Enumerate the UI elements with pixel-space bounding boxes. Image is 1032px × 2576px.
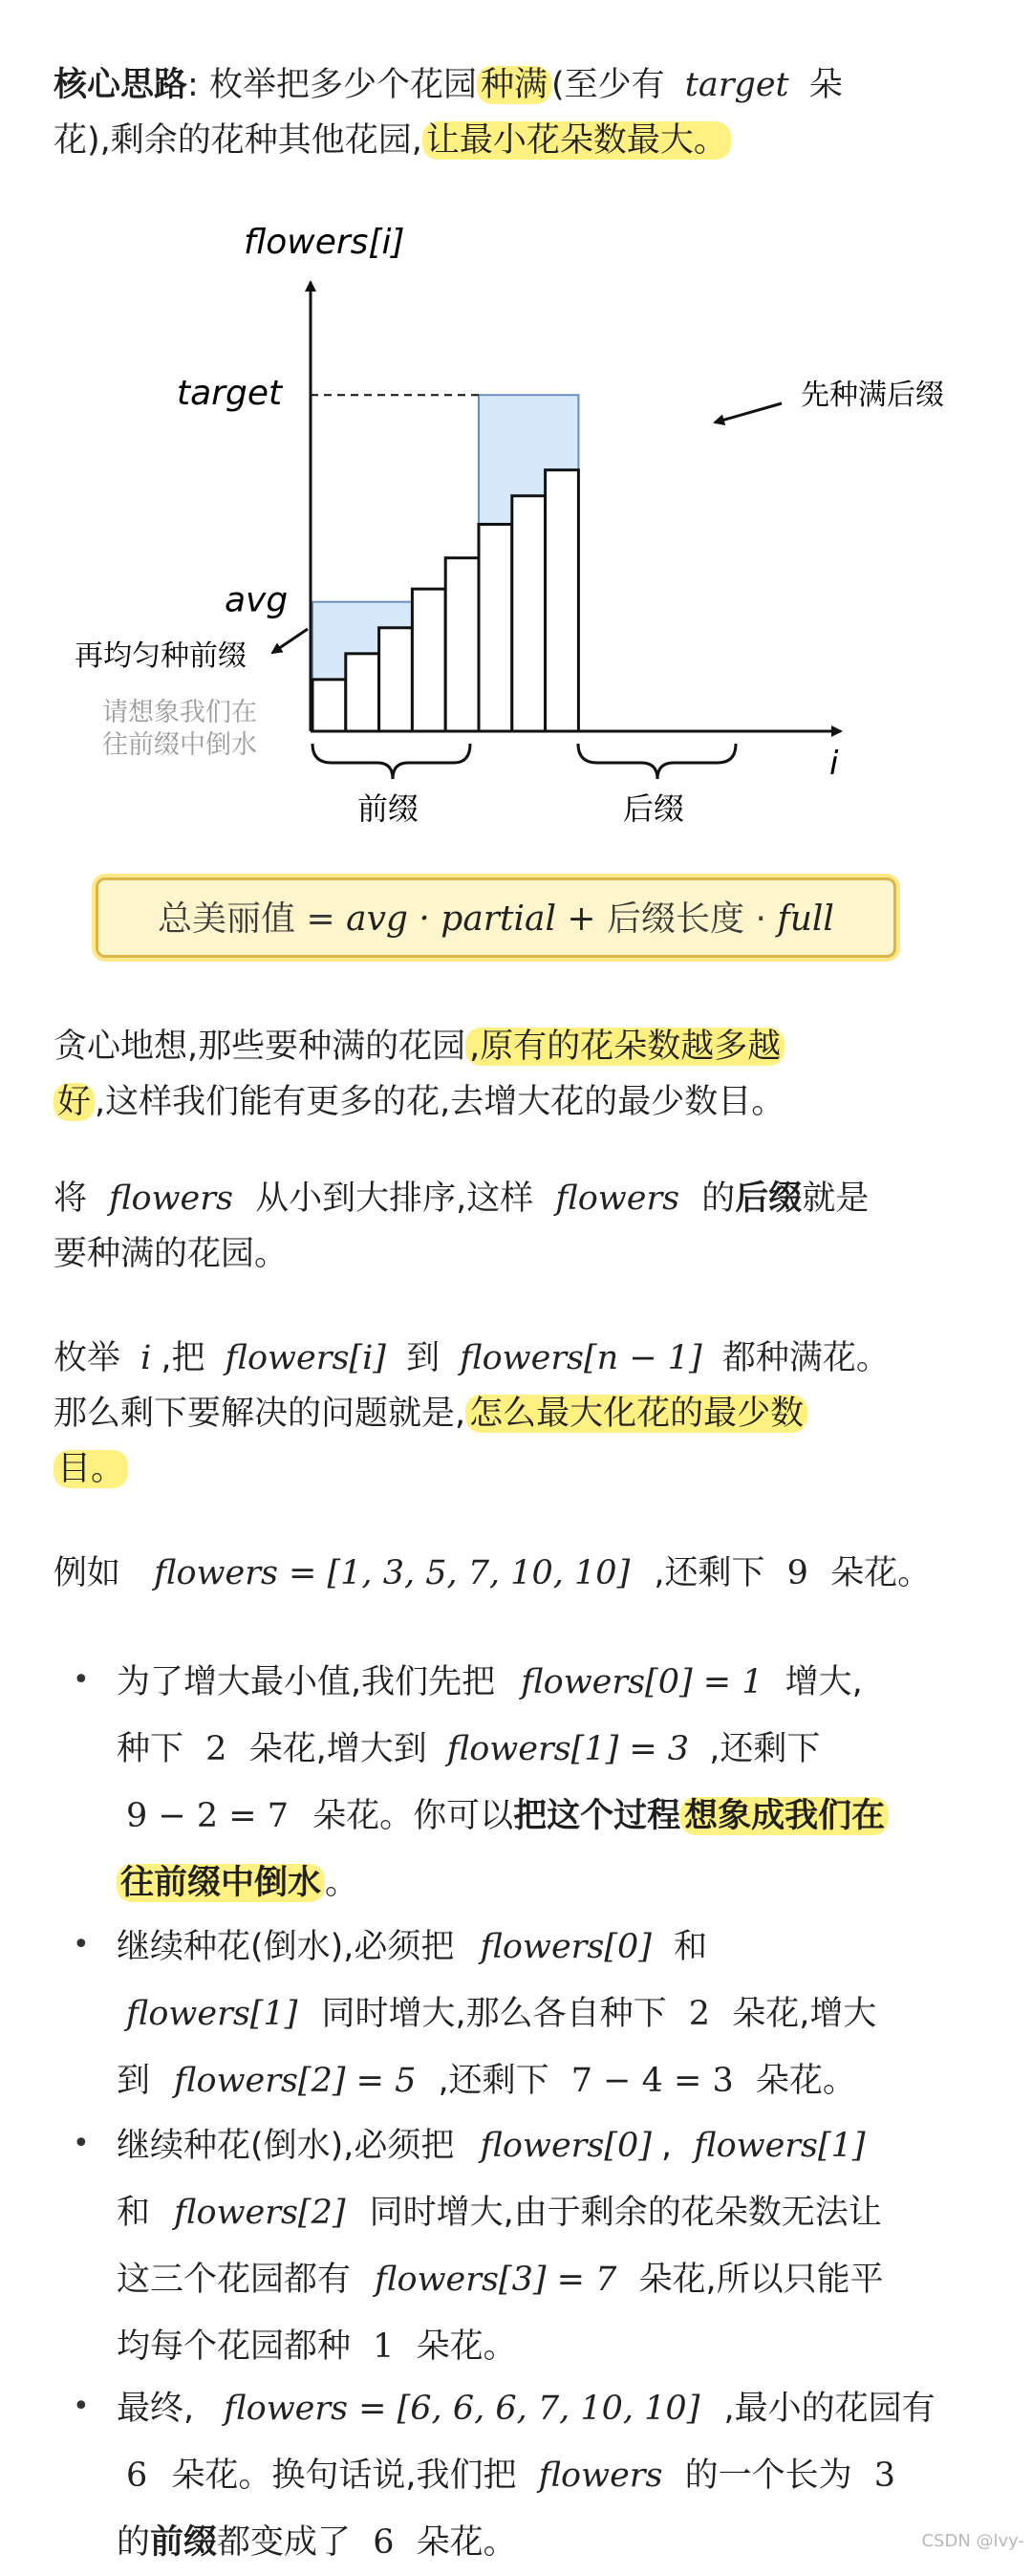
bullet-text: 朵花。 — [416, 2327, 517, 2366]
bullet-item-4 — [117, 2375, 996, 2576]
bullet-text: 同时增大,由于剩余的花朵数无法让 — [369, 2194, 882, 2232]
garden-bar — [312, 680, 346, 731]
bullet-text: 到 — [117, 2062, 151, 2100]
p3-highlight: 怎么最大化花的最少数 — [465, 1395, 807, 1433]
suffix-note: 先种满后缀 — [801, 379, 944, 412]
bullet-math: 2 — [205, 1730, 227, 1768]
enumerate-paragraph — [54, 1331, 990, 1497]
bullet-text: 朵花。 — [416, 2523, 517, 2562]
p3-text: 都种满花。 — [721, 1339, 890, 1377]
bullet-dot: • — [73, 2390, 90, 2423]
bullet-text: 朵花,增大 — [732, 1995, 877, 2033]
p2-bold: 后缀 — [735, 1180, 803, 1218]
intro-math: target — [684, 66, 789, 104]
p4-text: 朵花。 — [830, 1554, 932, 1592]
p1-text: 贪心地想,那些要种满的花园 — [54, 1028, 466, 1066]
suffix-note-arrow — [715, 403, 782, 422]
bullet-math: 3 — [873, 2457, 896, 2495]
p4-math: flowers = [1, 3, 5, 7, 10, 10] — [154, 1554, 631, 1592]
bullet-math: flowers[2] = 5 — [174, 2062, 417, 2100]
bullet-dot: • — [73, 1928, 90, 1961]
prefix-suffix-diagram — [0, 210, 1032, 841]
bullet-text: 朵花,所以只能平 — [638, 2261, 884, 2299]
intro-text: 花),剩余的花种其他花园, — [54, 121, 422, 160]
p3-highlight: 目。 — [54, 1450, 128, 1488]
bullet-bold: 把这个过程 — [513, 1797, 681, 1835]
garden-bar — [445, 558, 479, 731]
intro-text: 朵 — [808, 66, 843, 104]
intro-highlight: 让最小花朵数最大。 — [422, 121, 731, 160]
bullet-item-1 — [117, 1649, 996, 1916]
intro-highlight: 种满 — [477, 66, 551, 104]
beauty-formula — [98, 892, 893, 941]
p2-math: flowers — [555, 1180, 680, 1218]
bullet-math: 6 — [373, 2523, 395, 2562]
formula-text: 后缀长度 · — [607, 899, 766, 939]
suffix-label: 后缀 — [623, 790, 685, 827]
bullet-math: 6 — [126, 2457, 148, 2495]
intro-text: 枚举把多少个花园 — [208, 66, 477, 104]
p3-math: flowers[i] — [225, 1339, 386, 1377]
watermark: CSDN @lvy- — [921, 2531, 1024, 2551]
p4-text: ,还剩下 — [654, 1554, 765, 1592]
bullet-text: , — [660, 2127, 673, 2165]
garden-bar — [379, 628, 413, 731]
prefix-note-arrow-line — [272, 629, 308, 653]
prefix-note: 再均匀种前缀 — [75, 639, 247, 673]
bullet-math: flowers — [538, 2457, 663, 2495]
intro-label: 核心思路 — [54, 66, 188, 104]
p2-text: 要种满的花园。 — [54, 1235, 289, 1273]
bullet-text: 。 — [325, 1864, 359, 1902]
formula-math: avg · partial — [346, 899, 556, 939]
bullet-text: 增大, — [785, 1663, 863, 1701]
bullet-text: 继续种花(倒水),必须把 — [117, 1928, 455, 1966]
prefix-label: 前缀 — [357, 790, 419, 827]
bullet-math: flowers[1] = 3 — [446, 1730, 690, 1768]
greedy-paragraph — [54, 1019, 990, 1130]
p1-highlight: ,原有的花朵数越多越 — [465, 1028, 785, 1066]
p2-math: flowers — [109, 1180, 233, 1218]
bullet-text: 为了增大最小值,我们先把 — [117, 1663, 496, 1701]
bullet-dot: • — [73, 1663, 90, 1697]
bullet-text: 朵花。 — [755, 2062, 856, 2100]
bullet-text: 朵花。你可以 — [312, 1797, 514, 1835]
bullet-math: flowers[0] — [480, 1928, 652, 1966]
bullet-text: 最终, — [117, 2390, 195, 2428]
bullet-bold: 前缀 — [150, 2523, 218, 2562]
p2-text: 从小到大排序,这样 — [255, 1180, 534, 1218]
bullet-math: flowers[2] — [174, 2194, 346, 2232]
bullet-bold-highlight: 往前缀中倒水 — [117, 1864, 325, 1902]
p1-text: ,这样我们能有更多的花,去增大花的最少数目。 — [95, 1083, 785, 1121]
bullet-math: 7 − 4 = 3 — [570, 2062, 734, 2100]
avg-label: avg — [225, 580, 289, 620]
bullet-text: ,最小的花园有 — [723, 2390, 935, 2428]
p3-text: ,把 — [161, 1339, 205, 1377]
p3-text: 那么剩下要解决的问题就是, — [54, 1395, 466, 1433]
bullet-math: 9 − 2 = 7 — [126, 1797, 289, 1835]
bullet-bold-highlight: 想象成我们在 — [680, 1797, 889, 1835]
p4-math: 9 — [786, 1554, 808, 1592]
bullet-math: flowers = [6, 6, 6, 7, 10, 10] — [224, 2390, 700, 2428]
p1-highlight: 好 — [54, 1083, 95, 1121]
x-axis-label: i — [829, 745, 839, 783]
p2-text: 将 — [54, 1180, 88, 1218]
p3-math: flowers[n − 1] — [460, 1339, 702, 1377]
pour-note-line2: 往前缀中倒水 — [102, 730, 257, 760]
target-label: target — [177, 374, 283, 414]
garden-bar — [512, 496, 546, 731]
bullet-math: 1 — [373, 2327, 395, 2366]
p3-math: i — [140, 1339, 152, 1377]
bullet-math: flowers[0] = 1 — [521, 1663, 763, 1701]
bullet-dot: • — [73, 2127, 90, 2160]
bullet-text: 都变成了 — [217, 2523, 352, 2562]
bullet-math: flowers[1] — [694, 2127, 866, 2165]
garden-bar — [412, 589, 445, 731]
bullet-text: 这三个花园都有 — [117, 2261, 352, 2299]
formula-plus: + — [567, 899, 596, 939]
bullet-text: 种下 — [117, 1730, 184, 1768]
suffix-brace — [578, 744, 736, 779]
garden-bar — [479, 525, 512, 731]
bullet-text: 和 — [117, 2194, 151, 2232]
bullet-text: 均每个花园都种 — [117, 2327, 352, 2366]
bullet-text: 朵花。换句话说,我们把 — [171, 2457, 517, 2495]
garden-bar — [346, 654, 379, 731]
intro-text: (至少有 — [550, 66, 665, 104]
bullet-math: 2 — [688, 1995, 711, 2033]
bullet-text: ,还剩下 — [709, 1730, 821, 1768]
bullet-item-2 — [117, 1914, 996, 2114]
bullet-text: 同时增大,那么各自种下 — [321, 1995, 667, 2033]
garden-bar — [546, 470, 579, 731]
bullet-text: 的一个长为 — [684, 2457, 852, 2495]
formula-math: full — [777, 899, 834, 939]
p3-text: 到 — [406, 1339, 441, 1377]
bullet-text: 继续种花(倒水),必须把 — [117, 2127, 455, 2165]
bullet-math: flowers[1] — [126, 1995, 298, 2033]
intro-paragraph — [54, 57, 990, 168]
p2-text: 的 — [701, 1180, 736, 1218]
p4-text: 例如 — [54, 1554, 121, 1592]
bullet-text: 的 — [117, 2523, 151, 2562]
bullet-text: ,还剩下 — [438, 2062, 549, 2100]
intro-colon: : — [187, 66, 199, 104]
bullet-text: 和 — [674, 1928, 708, 1966]
sort-paragraph — [54, 1171, 990, 1282]
p2-text: 就是 — [802, 1180, 870, 1218]
p3-text: 枚举 — [54, 1339, 121, 1377]
bullet-math: flowers[0] — [480, 2127, 652, 2165]
y-axis-label: flowers[i] — [244, 223, 405, 262]
example-paragraph — [54, 1546, 990, 1601]
bullet-text: 朵花,增大到 — [248, 1730, 427, 1768]
prefix-brace — [312, 744, 470, 779]
formula-text: 总美丽值 = — [158, 899, 335, 939]
bullet-math: flowers[3] = 7 — [375, 2261, 617, 2299]
bullet-item-3 — [117, 2112, 996, 2380]
pour-note-line1: 请想象我们在 — [102, 698, 257, 727]
formula-box — [96, 877, 896, 958]
